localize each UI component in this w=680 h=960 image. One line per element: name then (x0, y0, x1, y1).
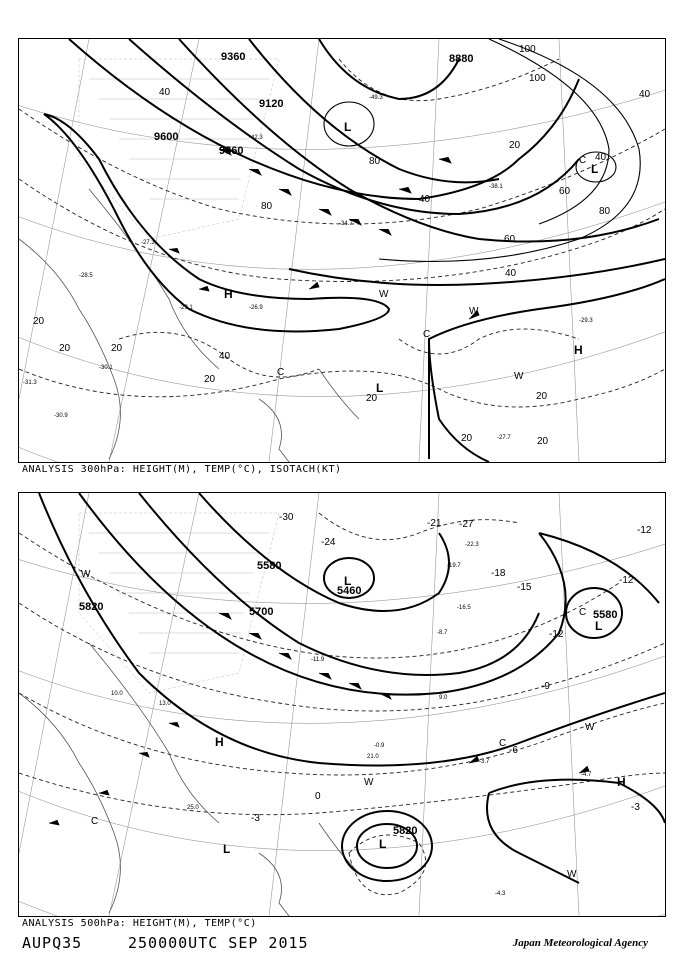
cold-mark: C (579, 155, 587, 166)
low-pressure-mark: L (344, 574, 352, 588)
isotach-label: 20 (537, 436, 549, 447)
high-pressure-mark: H (574, 343, 583, 357)
isotach-label: 40 (219, 351, 231, 362)
warm-mark: W (514, 371, 524, 382)
height-label: 5820 (393, 825, 418, 837)
temp-sample: -27.7 (497, 435, 511, 441)
isotach-label: 100 (529, 73, 546, 84)
isotherm-label: -6 (509, 745, 518, 756)
temp-sample: -19.7 (447, 563, 461, 569)
low-pressure-mark: L (595, 619, 603, 633)
temp-sample: 9.0 (439, 695, 448, 701)
isotherm-label: -24 (321, 537, 336, 548)
temp-sample: -26.9 (249, 305, 263, 311)
isotherm-label: -18 (491, 568, 506, 579)
agency-name: Japan Meteorological Agency (512, 937, 648, 949)
isotach-label: 100 (519, 44, 536, 55)
isotherm-label: -27 (459, 519, 474, 530)
valid-time: 250000UTC SEP 2015 (128, 934, 309, 952)
height-contours (39, 493, 665, 883)
map-300hpa-canvas (19, 39, 665, 462)
isotach-label: 40 (419, 194, 431, 205)
warm-mark: W (585, 722, 595, 733)
high-pressure-mark: H (224, 287, 233, 301)
low-pressure-mark: L (376, 381, 384, 395)
cold-mark: C (423, 329, 431, 340)
temp-sample: -42.3 (249, 135, 263, 141)
temp-sample: -22.3 (465, 542, 479, 548)
isotherm-label: -3 (631, 802, 640, 813)
isotach-label: 20 (204, 374, 216, 385)
temp-sample: -11.9 (311, 657, 325, 663)
warm-mark: W (379, 289, 389, 300)
temp-sample: -30.9 (54, 413, 68, 419)
height-label: 5580 (593, 609, 618, 621)
height-label: 5460 (337, 585, 362, 597)
isotach-label: 40 (595, 152, 607, 163)
panel-500-caption: ANALYSIS 500hPa: HEIGHT(M), TEMP(°C) (22, 918, 257, 929)
isotherm-label: -30 (279, 512, 294, 523)
isotherm-label: -9 (541, 681, 550, 692)
isotach-label: 80 (261, 201, 273, 212)
low-pressure-mark: L (344, 120, 352, 134)
isotach-label: 20 (111, 343, 123, 354)
temp-sample: 10.0 (111, 691, 123, 697)
isotach-label: 20 (536, 391, 548, 402)
panel-300-caption: ANALYSIS 300hPa: HEIGHT(M), TEMP(°C), ISOTACH(KT) (22, 464, 342, 475)
map-500hpa (18, 492, 666, 917)
temp-sample: -4.7 (581, 772, 592, 778)
isotach-label: 40 (505, 268, 517, 279)
terrain-hatch (79, 59, 279, 239)
temp-sample: -31.3 (23, 380, 37, 386)
temp-sample: -38.1 (489, 184, 503, 190)
cold-mark: C (91, 816, 99, 827)
temp-sample: -4.3 (495, 891, 506, 897)
isotach-label: 80 (599, 206, 611, 217)
height-label: 9360 (219, 145, 244, 157)
isotherm-label: -21 (427, 518, 442, 529)
isotach-label: 20 (461, 433, 473, 444)
warm-mark: W (567, 869, 577, 880)
isotach-label: 40 (159, 87, 171, 98)
isotach-label: 20 (59, 343, 71, 354)
isotach-label: 60 (504, 234, 516, 245)
temp-sample: -34.7 (339, 221, 353, 227)
temp-sample: -49.3 (369, 95, 383, 101)
height-label: 9360 (221, 51, 246, 63)
isotach-label: 40 (639, 89, 651, 100)
temp-sample: 13.0 (159, 701, 171, 707)
temp-sample: 21.0 (367, 754, 379, 760)
isotherm-label: -12 (619, 575, 634, 586)
isotherm-label: 0 (315, 791, 321, 802)
height-label: 9600 (154, 131, 179, 143)
temp-sample: -28.5 (79, 273, 93, 279)
isotherm-label: -3 (251, 813, 260, 824)
temp-sample: -29.1 (179, 305, 193, 311)
low-pressure-mark: L (223, 842, 231, 856)
cold-mark: C (499, 738, 507, 749)
height-label: 5700 (249, 606, 274, 618)
temp-sample: -3.7 (479, 759, 490, 765)
height-label: 5580 (257, 560, 282, 572)
high-pressure-mark: H (617, 775, 626, 789)
isotach-label: 60 (559, 186, 571, 197)
warm-mark: W (81, 569, 91, 580)
isotherm-label: -12 (549, 629, 564, 640)
height-label: 8880 (449, 53, 474, 65)
warm-mark: W (469, 306, 479, 317)
isotachs (324, 39, 640, 262)
cold-mark: C (579, 607, 587, 618)
isotach-label: 20 (366, 393, 378, 404)
map-300hpa (18, 38, 666, 463)
isotach-label: 20 (509, 140, 521, 151)
isotherm-label: -12 (637, 525, 652, 536)
isotach-label: 80 (369, 156, 381, 167)
temp-sample: 25.0 (187, 805, 199, 811)
height-label: 9120 (259, 98, 284, 110)
isotach-label: 20 (33, 316, 45, 327)
isotherm-label: -15 (517, 582, 532, 593)
map-500hpa-canvas (19, 493, 665, 916)
temp-sample: -16.5 (457, 605, 471, 611)
temp-sample: -27.3 (141, 240, 155, 246)
temp-sample: -29.3 (579, 318, 593, 324)
low-pressure-mark: L (591, 162, 599, 176)
temp-sample: -0.9 (374, 743, 385, 749)
temp-sample: -30.1 (99, 365, 113, 371)
cold-mark: C (277, 367, 285, 378)
chart-id: AUPQ35 (22, 934, 83, 952)
height-label: 5820 (79, 601, 104, 613)
low-pressure-mark: L (379, 837, 387, 851)
warm-mark: W (364, 777, 374, 788)
high-pressure-mark: H (215, 735, 224, 749)
temp-sample: -8.7 (437, 630, 448, 636)
